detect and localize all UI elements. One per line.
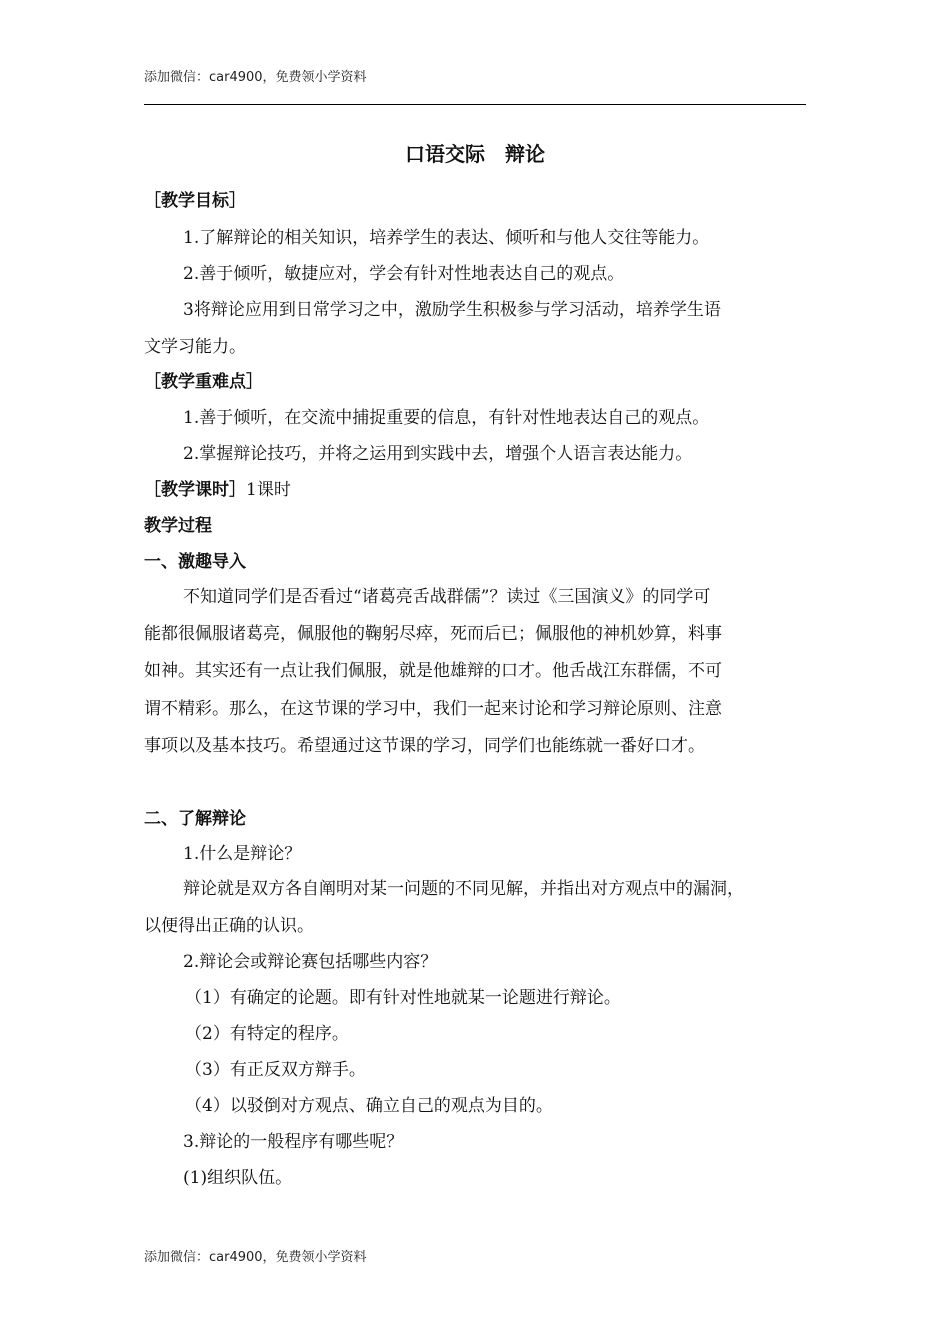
page-title: 口语交际 辩论 xyxy=(405,142,545,166)
section2-question-1: 1.什么是辩论？ xyxy=(183,844,302,864)
header-note: 添加微信：car4900，免费领小学资料 xyxy=(144,70,367,85)
objective-item-3: 3将辩论应用到日常学习之中，激励学生积极参与学习活动，培养学生语 xyxy=(183,300,721,320)
section2-item-4: （4）以驳倒对方观点、确立自己的观点为目的。 xyxy=(185,1096,553,1116)
key-point-item-2: 2.掌握辩论技巧，并将之运用到实践中去，增强个人语言表达能力。 xyxy=(183,444,693,464)
objectives-heading: ［教学目标］ xyxy=(144,191,246,211)
section2-answer-1-line-1: 辩论就是双方各自阐明对某一问题的不同见解，并指出对方观点中的漏洞， xyxy=(183,879,744,899)
key-point-item-1: 1.善于倾听，在交流中捕捉重要的信息，有针对性地表达自己的观点。 xyxy=(183,408,710,428)
class-hours-value: 1课时 xyxy=(246,480,291,500)
section2-item-1: （1）有确定的论题。即有针对性地就某一论题进行辩论。 xyxy=(185,988,621,1008)
section2-item-3: （3）有正反双方辩手。 xyxy=(185,1060,366,1080)
objective-item-1: 1.了解辩论的相关知识，培养学生的表达、倾听和与他人交往等能力。 xyxy=(183,228,710,248)
section1-paragraph-line-5: 事项以及基本技巧。希望通过这节课的学习，同学们也能练就一番好口才。 xyxy=(144,736,705,756)
objective-item-2: 2.善于倾听，敏捷应对，学会有针对性地表达自己的观点。 xyxy=(183,264,625,284)
section2-question-3: 3.辩论的一般程序有哪些呢？ xyxy=(183,1132,404,1152)
section1-paragraph-line-3: 如神。其实还有一点让我们佩服，就是他雄辩的口才。他舌战江东群儒，不可 xyxy=(144,661,722,681)
footer-note: 添加微信：car4900，免费领小学资料 xyxy=(144,1250,367,1265)
section2-question-2: 2.辩论会或辩论赛包括哪些内容？ xyxy=(183,952,438,972)
section1-paragraph-line-2: 能都很佩服诸葛亮，佩服他的鞠躬尽瘁，死而后已；佩服他的神机妙算，料事 xyxy=(144,624,722,644)
objective-item-3-cont: 文学习能力。 xyxy=(144,337,246,357)
section2-step-1: (1)组织队伍。 xyxy=(183,1168,293,1188)
section2-item-2: （2）有特定的程序。 xyxy=(185,1024,349,1044)
class-hours-row xyxy=(144,478,291,502)
process-heading: 教学过程 xyxy=(144,516,212,536)
section2-answer-1-line-2: 以便得出正确的认识。 xyxy=(144,916,314,936)
section1-heading: 一、激趣导入 xyxy=(144,552,246,572)
section1-paragraph-line-4: 谓不精彩。那么，在这节课的学习中，我们一起来讨论和学习辩论原则、注意 xyxy=(144,699,722,719)
header-divider xyxy=(144,104,806,105)
class-hours-heading: ［教学课时］ xyxy=(144,480,246,500)
section1-paragraph-line-1: 不知道同学们是否看过“诸葛亮舌战群儒”？读过《三国演义》的同学可 xyxy=(183,587,711,607)
key-points-heading: ［教学重难点］ xyxy=(144,372,263,392)
section2-heading: 二、了解辩论 xyxy=(144,809,246,829)
